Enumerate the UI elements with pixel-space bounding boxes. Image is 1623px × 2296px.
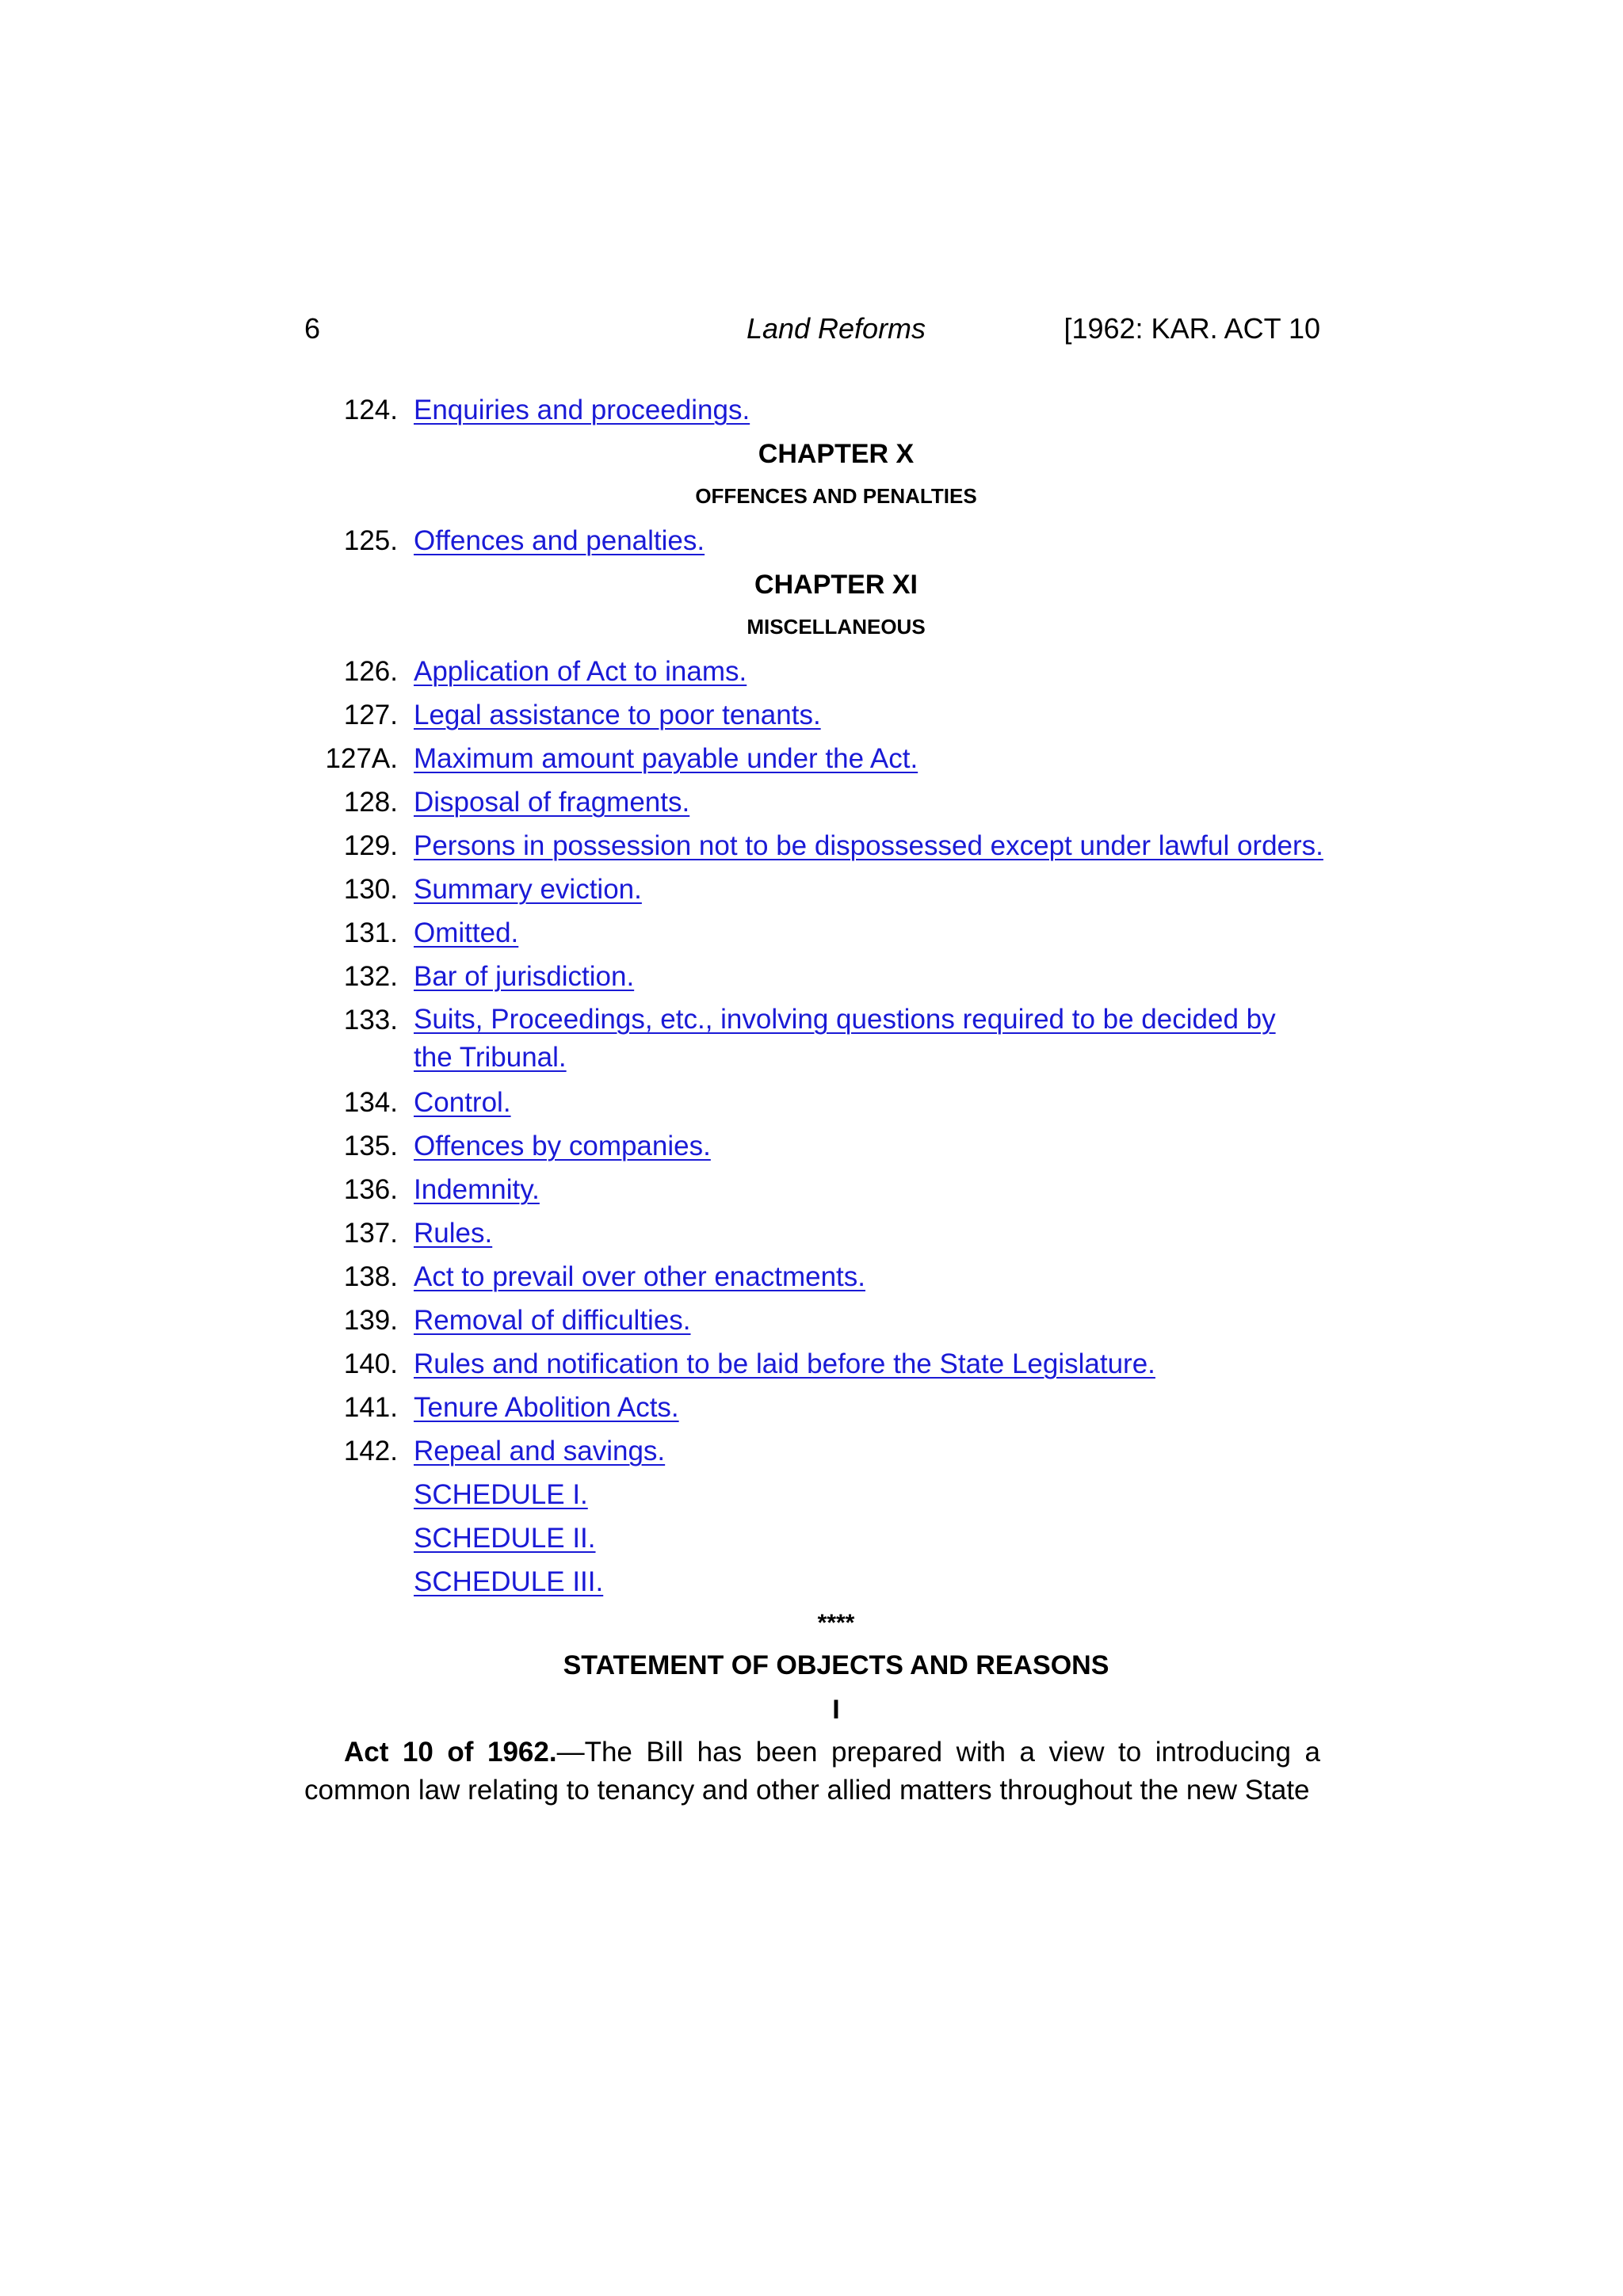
toc-entry — [304, 737, 1320, 780]
toc-section-top — [304, 388, 1320, 432]
toc-entry — [304, 1473, 1320, 1516]
toc-entry-number: 134. — [343, 1087, 398, 1118]
toc-entry — [304, 1168, 1320, 1211]
toc-entry-link[interactable]: Offences and penalties. — [414, 525, 705, 556]
toc-entry-link[interactable]: Rules. — [414, 1218, 493, 1249]
toc-entry-link[interactable]: Act to prevail over other enactments. — [414, 1261, 865, 1292]
toc-entry-link[interactable]: Control. — [414, 1087, 511, 1118]
statement-numeral: I — [832, 1695, 840, 1725]
statement-lead: Act 10 of 1962. — [344, 1737, 557, 1768]
toc-entry-number: 137. — [343, 1218, 398, 1249]
toc-entry-link[interactable]: SCHEDULE III. — [414, 1566, 604, 1597]
toc-entry-number: 129. — [343, 830, 398, 861]
toc-entry-link[interactable]: Tenure Abolition Acts. — [414, 1392, 679, 1423]
toc-entry — [304, 1081, 1320, 1124]
toc-entry-number: 141. — [343, 1392, 398, 1423]
document-content — [304, 388, 1323, 1837]
page-number: 6 — [304, 312, 321, 345]
toc-entry-link[interactable]: Persons in possession not to be dispossessed except under lawful orders. — [414, 830, 1323, 861]
toc-entry-number: 132. — [343, 961, 398, 992]
toc-entry-link[interactable]: SCHEDULE II. — [414, 1523, 596, 1554]
toc-entry-number: 131. — [343, 917, 398, 948]
toc-entry — [304, 519, 1320, 563]
running-title: Land Reforms — [746, 312, 926, 345]
toc-entry-link[interactable]: Legal assistance to poor tenants. — [414, 700, 821, 730]
toc-entry — [304, 780, 1320, 824]
toc-entry — [304, 1211, 1320, 1255]
toc-entry-number: 125. — [343, 525, 398, 556]
toc-entry-number: 139. — [343, 1305, 398, 1336]
toc-entry-link[interactable]: SCHEDULE I. — [414, 1479, 588, 1510]
statement-title: STATEMENT OF OBJECTS AND REASONS — [563, 1650, 1109, 1680]
statement-text: —The Bill has been prepared with a view to introducing a common law relating to tenancy and other allied matters throughout the new State — [304, 1737, 1320, 1806]
page-header — [304, 312, 1320, 352]
toc-entry — [304, 1560, 1320, 1604]
toc-entry-link[interactable]: Indemnity. — [414, 1174, 540, 1205]
toc-section-chapter-xi — [304, 650, 1323, 1604]
act-reference: [1962: KAR. ACT 10 — [1064, 312, 1320, 345]
toc-entry — [304, 1386, 1320, 1429]
toc-entry-number: 138. — [343, 1261, 398, 1292]
toc-entry-link[interactable]: Application of Act to inams. — [414, 656, 747, 687]
toc-section-chapter-x — [304, 519, 1320, 563]
section-separator: **** — [817, 1610, 855, 1636]
chapter-x-subtitle: OFFENCES AND PENALTIES — [695, 484, 977, 508]
toc-entry-link[interactable]: Repeal and savings. — [414, 1436, 666, 1466]
chapter-xi-subtitle: MISCELLANEOUS — [747, 615, 926, 639]
toc-entry-link[interactable]: Rules and notification to be laid before the State Legislature. — [414, 1348, 1155, 1379]
toc-entry — [304, 1124, 1320, 1168]
toc-entry-link[interactable]: Offences by companies. — [414, 1131, 711, 1161]
toc-entry — [304, 693, 1320, 737]
toc-entry-link[interactable]: Maximum amount payable under the Act. — [414, 743, 918, 774]
toc-entry — [304, 998, 1320, 1081]
toc-entry — [304, 1299, 1320, 1342]
toc-entry-number: 128. — [343, 787, 398, 818]
toc-entry-number: 127. — [343, 700, 398, 730]
toc-entry-number: 127A. — [325, 743, 398, 774]
toc-entry — [304, 824, 1323, 868]
toc-entry — [304, 911, 1320, 955]
toc-entry-link[interactable]: Suits, Proceedings, etc., involving questions required to be decided by the Tribunal. — [414, 1004, 1276, 1073]
toc-entry-number: 124. — [343, 395, 398, 425]
toc-entry-number: 136. — [343, 1174, 398, 1205]
toc-entry-number: 140. — [343, 1348, 398, 1379]
toc-entry — [304, 1255, 1320, 1299]
toc-entry-link[interactable]: Removal of difficulties. — [414, 1305, 691, 1336]
toc-entry — [304, 1516, 1320, 1560]
toc-entry-link[interactable]: Disposal of fragments. — [414, 787, 690, 818]
toc-entry — [304, 1342, 1320, 1386]
toc-entry-number: 142. — [343, 1436, 398, 1466]
toc-entry-number: 135. — [343, 1131, 398, 1161]
toc-entry — [304, 955, 1320, 998]
chapter-xi-title: CHAPTER XI — [754, 570, 918, 600]
toc-entry — [304, 1429, 1320, 1473]
toc-entry-number: 133. — [343, 1005, 398, 1035]
toc-entry-link[interactable]: Enquiries and proceedings. — [414, 395, 750, 425]
toc-entry-link[interactable]: Summary eviction. — [414, 874, 642, 905]
toc-entry — [304, 868, 1320, 911]
toc-entry-number: 130. — [343, 874, 398, 905]
chapter-x-title: CHAPTER X — [758, 439, 915, 469]
toc-entry-link[interactable]: Omitted. — [414, 917, 519, 948]
toc-entry-number: 126. — [343, 656, 398, 687]
statement-paragraph — [304, 1733, 1320, 1810]
toc-entry-link[interactable]: Bar of jurisdiction. — [414, 961, 635, 992]
toc-entry — [304, 388, 1320, 432]
toc-entry — [304, 650, 1320, 693]
